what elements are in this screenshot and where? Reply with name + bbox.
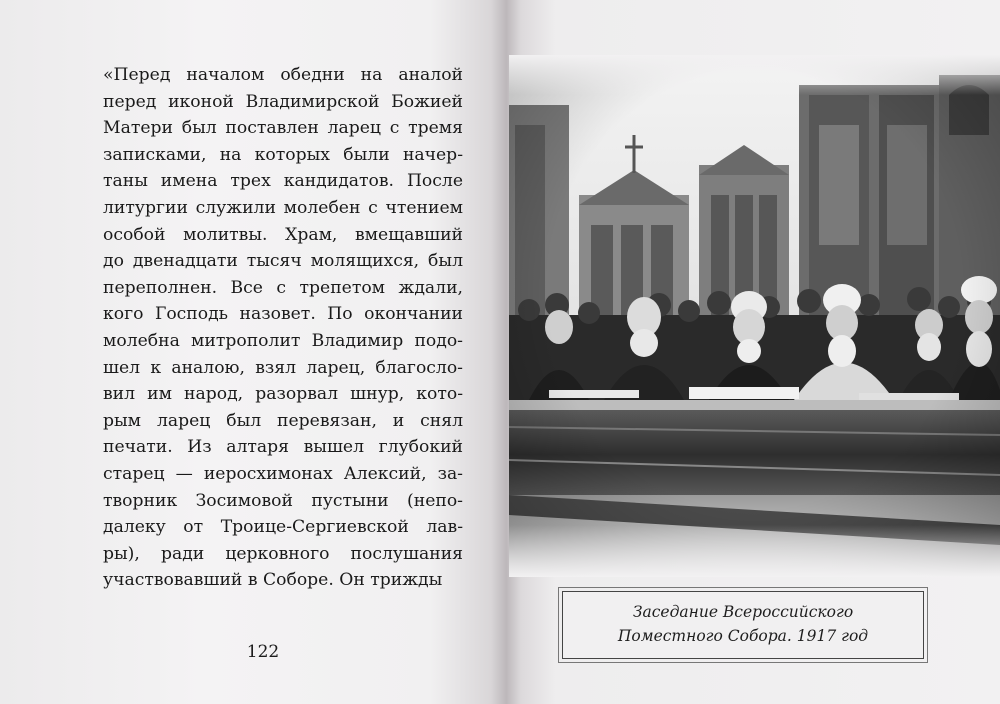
photo-caption: [562, 591, 924, 659]
text-line: печати. Из алтаря вышел глубокий: [103, 437, 463, 458]
text-line: старец — иеросхимонах Алексий, за-: [103, 463, 463, 484]
text-line: участвовавший в Соборе. Он трижды: [103, 570, 443, 591]
text-line: до двенадцати тысяч молящихся, был: [103, 251, 463, 272]
text-line: молебна митрополит Владимир подо-: [103, 330, 463, 351]
text-line: особой молитвы. Храм, вмещавший: [103, 224, 463, 245]
text-line: ры), ради церковного послушания: [103, 543, 463, 564]
text-line: литургии служили молебен с чтением: [103, 197, 463, 218]
text-line: переполнен. Все с трепетом ждали,: [103, 277, 463, 298]
text-line: перед иконой Владимирской Божией: [103, 91, 463, 112]
text-line: кого Господь назовет. По окончании: [103, 304, 463, 325]
text-line: Матери был поставлен ларец с тремя: [103, 118, 463, 139]
text-line: далеку от Троице-Сергиевской лав-: [103, 517, 463, 538]
text-line: таны имена трех кандидатов. После: [103, 171, 463, 192]
body-text: [103, 62, 463, 594]
text-line: записками, на которых были начер-: [103, 144, 463, 165]
text-line: шел к аналою, взял ларец, благосло-: [103, 357, 463, 378]
text-line: творник Зосимовой пустыни (непо-: [103, 490, 463, 511]
council-photo: [509, 55, 1000, 577]
caption-line-2: Поместного Собора. 1917 год: [617, 627, 869, 645]
text-line: вил им народ, разорвал шнур, кото-: [103, 384, 463, 405]
caption-line-1: Заседание Всероссийского: [632, 603, 854, 621]
text-line: «Перед началом обедни на аналой: [103, 65, 463, 85]
page-number: 122: [246, 642, 280, 662]
text-line: рым ларец был перевязан, и снял: [103, 410, 463, 431]
